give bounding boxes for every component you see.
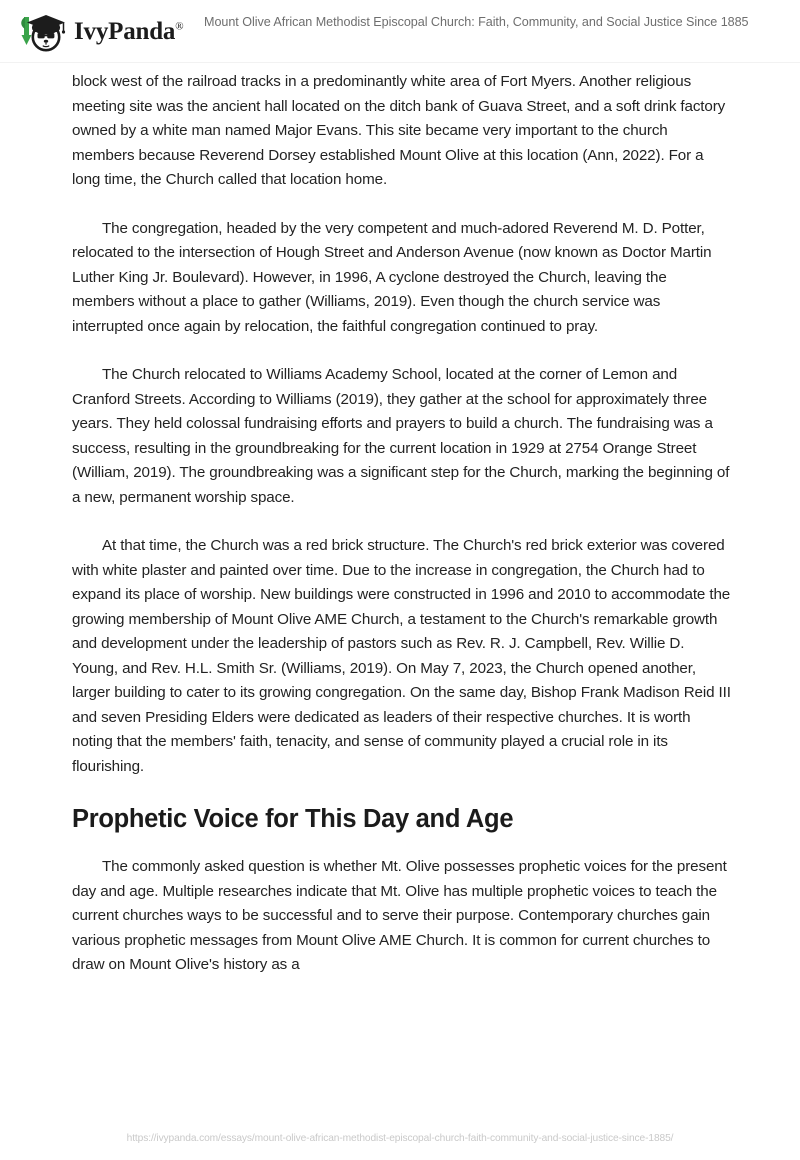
green-arrow-shape (21, 17, 31, 45)
panda-graduate-logo-icon (16, 7, 68, 55)
body-paragraph: The congregation, headed by the very competent and much-adored Reverend M. D. Potter, relocated to the intersection of Hough Street and Anderson Avenue (now known as Doctor Martin Luther King Jr. Boulevard). However, in 1996, A cyclone destroyed the Church, leaving the members without a place to gather (Williams, 2019). Even though the church service was interrupted once again by relocation, the faithful congregation continued to pray. (72, 219, 712, 335)
header-divider (0, 62, 800, 63)
ivypanda-brand[interactable] (16, 6, 196, 56)
body-paragraph: block west of the railroad tracks in a predominantly white area of Fort Myers. Another religious meeting site was the ancient hall located on the ditch bank of Guava Street, and a soft drink factory owned by a white man named Major Evans. This site became very important to the church members because Reverend Dorsey established Mount Olive at this location (Ann, 2022). For a long time, the Church called that location home. (72, 73, 726, 188)
body-paragraph: The Church relocated to Williams Academy School, located at the corner of Lemon and Cranford Streets. According to Williams (2019), they gather at the school for approximately three years. They held colossal fundraising efforts and prayers to build a church. The fundraising was a success, resulting in the groundbreaking for the current location in 1929 at 2754 Orange Street (William, 2019). The groundbreaking was a significant step for the Church, marking the beginning of a new, permanent worship space. (72, 366, 730, 506)
document-body (72, 70, 732, 1002)
page-footer (0, 1128, 800, 1146)
body-paragraph: The commonly asked question is whether Mt. Olive possesses prophetic voices for the present day and age. Multiple researches indicate that Mt. Olive has multiple prophetic voices to teach the current churches ways to be successful and to serve their purpose. Contemporary churches gain various prophetic messages from Mount Olive AME Church. It is common for current churches to draw on Mount Olive's history as a (72, 858, 727, 973)
registered-mark: ® (175, 20, 184, 33)
brand-name-text: IvyPanda (74, 17, 176, 45)
body-paragraph: At that time, the Church was a red brick structure. The Church's red brick exterior was covered with white plaster and painted over time. Due to the increase in congregation, the Church had to expand its place of worship. New buildings were constructed in 1996 and 2010 to accommodate the growing membership of Mount Olive AME Church, a testament to the Church's remarkable growth and development under the leadership of pastors such as Rev. R. J. Campbell, Rev. Willie D. Young, and Rev. H.L. Smith Sr. (Williams, 2019). On May 7, 2023, the Church opened another, larger building to cater to its growing congregation. On the same day, Bishop Frank Madison Reid III and seven Presiding Elders were dedicated as leaders of their respective churches. It is worth noting that the members' faith, tenacity, and sense of community played a crucial role in its flourishing. (72, 537, 731, 775)
brand-wordmark (74, 19, 183, 44)
source-url[interactable]: https://ivypanda.com/essays/mount-olive-african-methodist-episcopal-church-faith-community-and-social-justice-since-1885/ (126, 1133, 674, 1144)
page-header (0, 0, 800, 62)
section-heading: Prophetic Voice for This Day and Age (72, 805, 514, 833)
document-title-header: Mount Olive African Methodist Episcopal Church: Faith, Community, and Social Justice Since 1885 (204, 15, 749, 29)
